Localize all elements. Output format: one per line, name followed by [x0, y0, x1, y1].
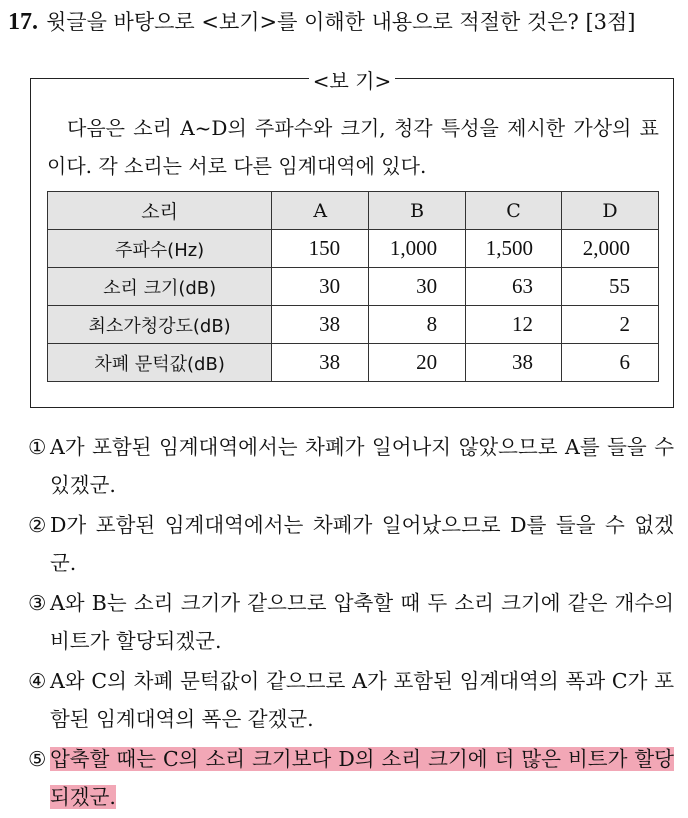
row-label: 최소가청강도(dB): [48, 306, 272, 344]
table-header-cell: D: [562, 192, 659, 230]
table-header-row: [48, 192, 659, 230]
table-row: [48, 268, 659, 306]
table-row: [48, 230, 659, 268]
table-cell: 20: [369, 344, 466, 382]
table-cell: 55: [562, 268, 659, 306]
table-cell: 12: [466, 306, 562, 344]
table-header-cell: C: [466, 192, 562, 230]
choice-3[interactable]: [28, 584, 674, 660]
choice-text: A가 포함된 임계대역에서는 차폐가 일어나지 않았으므로 A를 들을 수 있겠군.: [50, 435, 674, 497]
table-cell: 8: [369, 306, 466, 344]
bogi-label: <보 기>: [309, 69, 396, 93]
table-header-cell: 소리: [48, 192, 272, 230]
question-prompt: 윗글을 바탕으로 <보기>를 이해한 내용으로 적절한 것은? [3점]: [46, 10, 636, 34]
row-label: 차폐 문턱값(dB): [48, 344, 272, 382]
highlighted-choice-text: 압축할 때는 C의 소리 크기보다 D의 소리 크기에 더 많은 비트가 할당되겠군.: [50, 747, 674, 809]
table-cell: 38: [272, 344, 369, 382]
table-cell: 38: [466, 344, 562, 382]
bogi-box: [30, 69, 674, 408]
choice-5[interactable]: [28, 740, 674, 816]
table-cell: 150: [272, 230, 369, 268]
choice-4[interactable]: [28, 662, 674, 738]
table-cell: 30: [272, 268, 369, 306]
answer-choices: [28, 428, 674, 818]
choice-2[interactable]: [28, 506, 674, 582]
sound-table: [47, 191, 659, 382]
table-row: [48, 306, 659, 344]
table-row: [48, 344, 659, 382]
table-cell: 63: [466, 268, 562, 306]
table-cell: 1,000: [369, 230, 466, 268]
question-number: 17.: [8, 9, 38, 35]
choice-marker: ②: [28, 513, 47, 537]
choice-marker: ④: [28, 669, 47, 693]
table-cell: 2: [562, 306, 659, 344]
table-cell: 2,000: [562, 230, 659, 268]
table-cell: 38: [272, 306, 369, 344]
table-cell: 30: [369, 268, 466, 306]
choice-1[interactable]: [28, 428, 674, 504]
table-cell: 6: [562, 344, 659, 382]
choice-marker: ③: [28, 591, 47, 615]
choice-text: A와 B는 소리 크기가 같으므로 압축할 때 두 소리 크기에 같은 개수의 비트가 할당되겠군.: [50, 591, 674, 653]
choice-text: D가 포함된 임계대역에서는 차폐가 일어났으므로 D를 들을 수 없겠군.: [50, 513, 674, 575]
row-label: 소리 크기(dB): [48, 268, 272, 306]
table-header-cell: A: [272, 192, 369, 230]
choice-marker: ⑤: [28, 747, 47, 771]
table-cell: 1,500: [466, 230, 562, 268]
table-header-cell: B: [369, 192, 466, 230]
row-label: 주파수(Hz): [48, 230, 272, 268]
choice-marker: ①: [28, 435, 47, 459]
question-title: [8, 6, 636, 36]
bogi-intro: 다음은 소리 A~D의 주파수와 크기, 청각 특성을 제시한 가상의 표이다. 각 소리는 서로 다른 임계대역에 있다.: [47, 116, 659, 178]
choice-text: A와 C의 차폐 문턱값이 같으므로 A가 포함된 임계대역의 폭과 C가 포함된 임계대역의 폭은 같겠군.: [50, 669, 674, 731]
